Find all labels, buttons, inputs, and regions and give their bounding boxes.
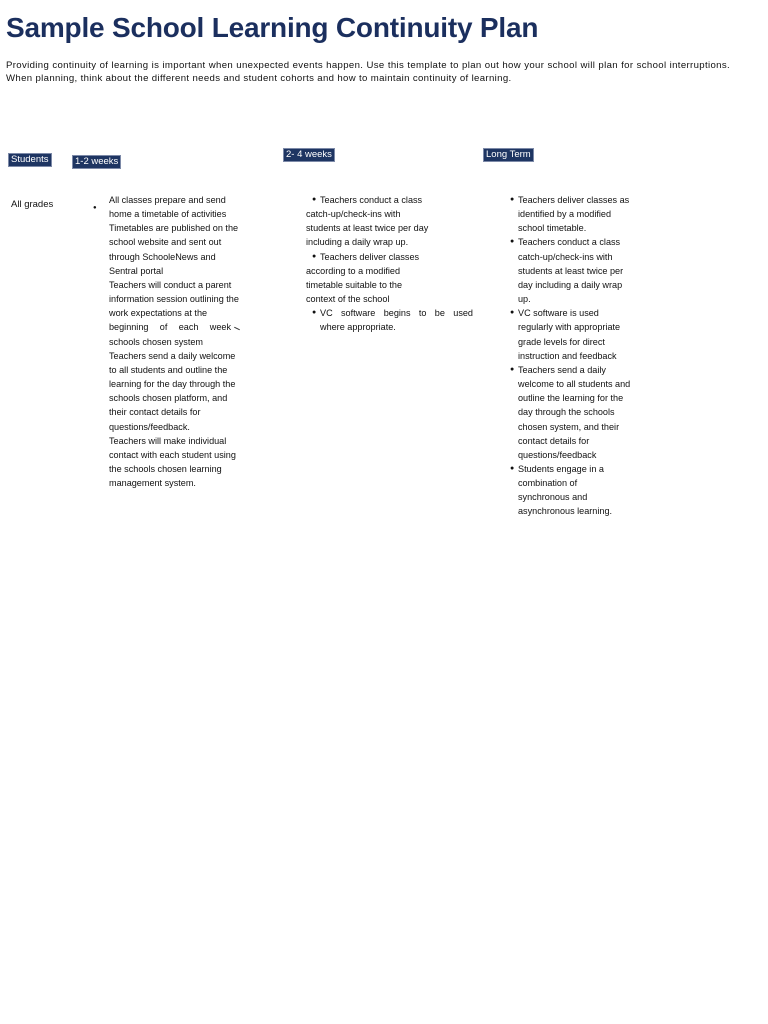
header-1-2-weeks: 1-2 weeks (75, 156, 119, 167)
list-line: Teachers will conduct a parent (109, 279, 232, 290)
list-line: grade levels for direct (518, 336, 605, 347)
intro-section (6, 59, 730, 90)
list-line: including a daily wrap up. (306, 237, 409, 248)
list-line: asynchronous learning. (518, 506, 613, 517)
list-line: school timetable. (518, 223, 587, 234)
list-line: day including a daily wrap (518, 279, 623, 290)
list-line: context of the school (306, 294, 390, 305)
list-line: All classes prepare and send (109, 195, 226, 205)
list-line: combination of (518, 478, 578, 489)
list-line: Timetables are published on the (109, 223, 239, 234)
list-line: where appropriate. (320, 322, 396, 333)
list-line: contact details for (518, 435, 590, 446)
page-title: Sample School Learning Continuity Plan (6, 12, 539, 43)
list-line: schools chosen system (109, 336, 204, 347)
list-item: ● Teachers deliver classes as (518, 193, 634, 207)
list-line: outline the learning for the (518, 393, 624, 404)
list-line: Teachers will make individual (109, 435, 227, 446)
list-line: management system. (109, 478, 196, 489)
list-line: catch-up/check-ins with (306, 209, 401, 220)
row-label-all-grades: All grades (11, 199, 54, 210)
list-line: information session outlining the (109, 294, 239, 305)
list-line: work expectations at the (109, 308, 208, 319)
list-line: schools chosen platform, and (109, 393, 228, 404)
column-1-2-weeks (109, 193, 240, 490)
list-item: ● VC software is used (518, 306, 634, 320)
list-line: Teachers send a daily welcome (109, 350, 236, 361)
list-line: students at least twice per day (306, 223, 429, 234)
list-item: ● Teachers conduct a class (320, 193, 473, 207)
list-line: their contact details for (109, 407, 201, 418)
list-line: school website and sent out (109, 237, 222, 248)
list-line: chosen system, and their (518, 421, 620, 432)
list-line: beginning of each week (109, 322, 231, 333)
list-line: to all students and outline the (109, 364, 228, 375)
column-long-term (518, 193, 634, 519)
list-line: up. (518, 294, 531, 305)
column-2-4-weeks (306, 193, 473, 335)
list-line: regularly with appropriate (518, 322, 621, 333)
list-line: catch-up/check-ins with (518, 251, 613, 262)
intro-paragraph: Providing continuity of learning is important when unexpected events happen. Use this template to plan out how your school will plan for school interruptions. When planning, think about the different needs and student cohorts and how to maintain continuity of learning. (6, 60, 730, 84)
list-line: welcome to all students and (518, 379, 631, 390)
list-item: ● Students engage in a (518, 462, 634, 476)
list-line: identified by a modified (518, 209, 612, 220)
list-item: ● Teachers conduct a class (518, 235, 634, 249)
header-long-term: Long Term (486, 149, 531, 160)
list-line: questions/feedback (518, 449, 597, 460)
header-2-4-weeks: 2- 4 weeks (286, 149, 332, 160)
list-line: the schools chosen learning (109, 463, 222, 474)
list-line: synchronous and (518, 492, 588, 503)
list-item: ● Teachers deliver classes (320, 250, 473, 264)
list-line: learning for the day through the (109, 379, 236, 390)
list-item: ● VC software begins to be used (320, 306, 473, 320)
list-item: ● Teachers send a daily (518, 363, 634, 377)
list-line: instruction and feedback (518, 350, 617, 361)
list-line: according to a modified (306, 265, 401, 276)
list-line: timetable suitable to the (306, 279, 403, 290)
list-line: day through the schools (518, 407, 615, 418)
list-line: home a timetable of activities (109, 209, 227, 220)
list-line: through SchooleNews and (109, 251, 216, 262)
list-line: questions/feedback. (109, 421, 190, 432)
list-line: students at least twice per (518, 265, 624, 276)
header-students: Students (11, 154, 49, 165)
list-line: contact with each student using (109, 449, 236, 460)
bullet-icon: ● (93, 205, 97, 211)
list-line: Sentral portal (109, 265, 164, 276)
